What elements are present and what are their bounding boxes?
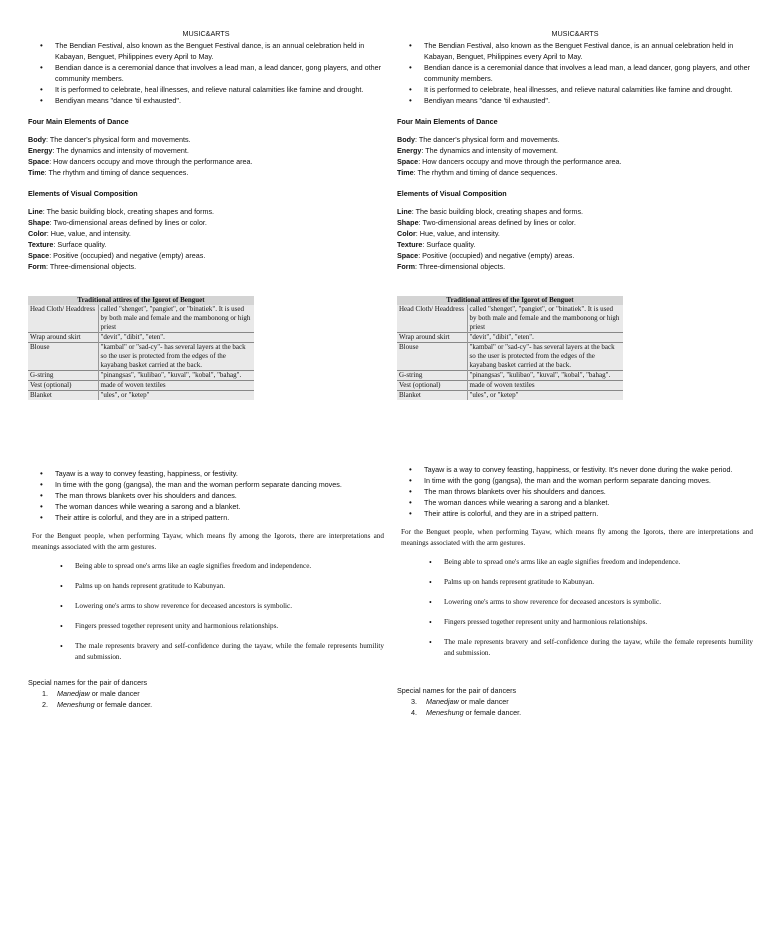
term: Time [397,168,414,177]
list-item: • The man throws blankets over his shoulders and dances. [28,490,384,501]
term: Color [397,229,416,238]
table-row [28,371,254,381]
term: Texture [28,240,54,249]
definition: : The rhythm and timing of dance sequences. [413,168,558,177]
term: Color [28,229,47,238]
definition: : How dancers occupy and move through the performance area. [418,157,622,166]
definition: : Hue, value, and intensity. [415,229,500,238]
table-cell: "kambal" or "sad-cy"- has several layers at the back so the user is protected from the edges of the kayabang basket carried at the back. [98,343,254,371]
list-item: • Bendian dance is a ceremonial dance that involves a lead man, a lead dancer, gong players, and other community members. [397,62,753,84]
definition: : The rhythm and timing of dance sequences. [44,168,189,177]
definition-row [397,250,753,261]
section-heading: Elements of Visual Composition [397,189,507,198]
tayaw-list [28,468,384,523]
term: Space [397,157,419,166]
definition: : Positive (occupied) and negative (empty) areas. [49,251,206,260]
list-item: • Their attire is colorful, and they are in a striped pattern. [28,512,384,523]
table-cell: "ules", or "ketep" [98,391,254,401]
section-heading: Four Main Elements of Dance [397,117,498,126]
list-item: • Being able to spread one's arms like an eagle signifies freedom and independence. [48,561,384,572]
term: Shape [28,218,50,227]
table-cell: Head Cloth/ Headdress [28,305,98,333]
item-number: 1. [42,689,48,698]
term: Space [28,157,50,166]
name: Manedjaw [57,689,90,698]
name: Meneshung [426,708,464,717]
list-item: • Bendiyan means "dance 'til exhausted". [28,95,384,106]
table-cell: called "shenget", "pangiet", or "binatiek". It is used by both male and female and the mambonong or high priest [469,305,620,331]
definition: : Positive (occupied) and negative (empty) areas. [418,251,575,260]
list-item: • It is performed to celebrate, heal illnesses, and relieve natural calamities like famine and drought. [28,84,384,95]
list-item [411,696,753,707]
arm-gestures [397,557,753,659]
list-item [42,688,384,699]
list-item: • It is performed to celebrate, heal illnesses, and relieve natural calamities like famine and drought. [397,84,753,95]
definition: : Two-dimensional areas defined by lines or color. [418,218,576,227]
list-item: • Palms up on hands represent gratitude to Kabunyan. [417,577,753,588]
tayaw-list [397,464,753,519]
list-item: • Lowering one's arms to show reverence for deceased ancestors is symbolic. [48,601,384,612]
table-cell: "pinangsas", "kulibao", "kuval", "kobal", "bahag". [98,371,254,381]
definition-row [28,228,384,239]
item-number: 2. [42,700,48,709]
list-item: • In time with the gong (gangsa), the man and the woman perform separate dancing moves. [28,479,384,490]
table-cell: Head Cloth/ Headdress [397,305,467,333]
table-row [28,381,254,391]
definition: : The dynamics and intensity of movement. [421,146,558,155]
table-row [397,381,623,391]
list-item: • The woman dances while wearing a sarong and a blanket. [397,497,753,508]
definition-row [28,217,384,228]
definition-row [28,167,384,178]
table-cell: Wrap around skirt [397,333,467,343]
definition: : Three-dimensional objects. [45,262,137,271]
list-item: • Bendiyan means "dance 'til exhausted". [397,95,753,106]
paragraph: For the Benguet people, when performing Tayaw, which means fly among the Igorots, there are interpretations and meanings associated with the arm gestures. [32,532,384,551]
definition: : The dynamics and intensity of movement. [52,146,189,155]
special-heading: Special names for the pair of dancers [28,678,148,687]
list-item: • Tayaw is a way to convey feasting, happiness, or festivity. It's never done during the wake period. [397,464,753,475]
definition: : Three-dimensional objects. [414,262,506,271]
tayaw-section [28,468,384,710]
definition: : The dancer's physical form and movements. [414,135,560,144]
term: Energy [397,146,422,155]
term: Body [397,135,415,144]
table-cell: made of woven textiles [467,381,623,391]
page-title: MUSIC&ARTS [551,29,599,38]
attire-table [28,296,254,400]
list-item [42,699,384,710]
list-item: • Their attire is colorful, and they are in a striped pattern. [397,508,753,519]
description: or male dancer [458,697,509,706]
table-cell: "ules", or "ketep" [467,391,623,401]
description: or female dancer. [463,708,522,717]
paragraph: For the Benguet people, when performing Tayaw, which means fly among the Igorots, there are interpretations and meanings associated with the arm gestures. [401,528,753,547]
special-heading: Special names for the pair of dancers [397,686,517,695]
definition-row [397,134,753,145]
section-heading: Elements of Visual Composition [28,189,138,198]
term: Texture [397,240,423,249]
definition-row [397,156,753,167]
right-column [397,28,753,718]
definition-row [28,145,384,156]
definition: : The basic building block, creating shapes and forms. [42,207,215,216]
left-column [28,28,384,710]
list-item: • The male represents bravery and self-confidence during the tayaw, while the female represents humility and submission. [417,637,753,659]
table-row [397,391,623,401]
table-title: Traditional attires of the Igorot of Benguet [28,296,254,305]
definition-row [28,261,384,272]
list-item: • Lowering one's arms to show reverence for deceased ancestors is symbolic. [417,597,753,608]
table-cell: Blanket [397,391,467,401]
list-item [411,707,753,718]
table-cell: Wrap around skirt [28,333,98,343]
page-title: MUSIC&ARTS [182,29,230,38]
definition: : The basic building block, creating shapes and forms. [411,207,584,216]
definition: : Surface quality. [422,240,476,249]
term: Shape [397,218,419,227]
list-item: • In time with the gong (gangsa), the man and the woman perform separate dancing moves. [397,475,753,486]
dancer-names [42,688,384,710]
definition-row [397,145,753,156]
term: Line [397,207,412,216]
table-row [28,333,254,343]
table-cell: Vest (optional) [28,381,98,391]
list-item: • Tayaw is a way to convey feasting, happiness, or festivity. [28,468,384,479]
intro-list [28,40,384,106]
definition: : Surface quality. [53,240,107,249]
definition-row [397,261,753,272]
name: Manedjaw [426,697,459,706]
table-cell: "devit", "dibit", "eten". [467,333,623,343]
table-cell: G-string [397,371,467,381]
table-row [28,343,254,371]
table-title: Traditional attires of the Igorot of Benguet [397,296,623,305]
table-row [397,305,623,333]
definition-row [28,250,384,261]
definition-row [28,206,384,217]
definition-row [28,239,384,250]
item-number: 3. [411,697,417,706]
definition-row [28,134,384,145]
list-item: • The Bendian Festival, also known as the Benguet Festival dance, is an annual celebration held in Kabayan, Benguet, Philippines every April to May. [28,40,384,62]
dancer-names [411,696,753,718]
term: Space [28,251,50,260]
definition: : Two-dimensional areas defined by lines or color. [49,218,207,227]
table-cell: Blouse [28,343,98,371]
table-cell: Vest (optional) [397,381,467,391]
attire-table [397,296,623,400]
definition: : How dancers occupy and move through the performance area. [49,157,253,166]
definition-row [397,206,753,217]
table-row [28,305,254,333]
list-item: • Being able to spread one's arms like an eagle signifies freedom and independence. [417,557,753,568]
term: Energy [28,146,53,155]
definition-row [28,156,384,167]
term: Time [28,168,45,177]
description: or male dancer [89,689,140,698]
tayaw-section [397,464,753,718]
list-item: • The male represents bravery and self-confidence during the tayaw, while the female represents humility and submission. [48,641,384,663]
name: Meneshung [57,700,95,709]
list-item: • The woman dances while wearing a sarong and a blanket. [28,501,384,512]
term: Form [28,262,46,271]
definition-row [397,217,753,228]
table-cell: Blouse [397,343,467,371]
list-item: • The Bendian Festival, also known as the Benguet Festival dance, is an annual celebration held in Kabayan, Benguet, Philippines every April to May. [397,40,753,62]
table-cell: "pinangsas", "kulibao", "kuval", "kobal", "bahag". [467,371,623,381]
list-item: • Fingers pressed together represent unity and harmonious relationships. [417,617,753,628]
term: Space [397,251,419,260]
table-row [397,371,623,381]
list-item: • Bendian dance is a ceremonial dance that involves a lead man, a lead dancer, gong players, and other community members. [28,62,384,84]
definition: : Hue, value, and intensity. [46,229,131,238]
intro-list [397,40,753,106]
list-item: • The man throws blankets over his shoulders and dances. [397,486,753,497]
table-row [397,343,623,371]
table-cell: made of woven textiles [98,381,254,391]
item-number: 4. [411,708,417,717]
table-cell: called "shenget", "pangiet", or "binatiek". It is used by both male and female and the mambonong or high priest [100,305,251,331]
table-row [28,391,254,401]
table-cell: "devit", "dibit", "eten". [98,333,254,343]
term: Body [28,135,46,144]
description: or female dancer. [94,700,153,709]
list-item: • Palms up on hands represent gratitude to Kabunyan. [48,581,384,592]
term: Line [28,207,43,216]
definition-row [397,167,753,178]
table-cell: Blanket [28,391,98,401]
table-row [397,333,623,343]
definition-row [397,239,753,250]
section-heading: Four Main Elements of Dance [28,117,129,126]
term: Form [397,262,415,271]
definition: : The dancer's physical form and movements. [45,135,191,144]
definition-row [397,228,753,239]
table-cell: "kambal" or "sad-cy"- has several layers at the back so the user is protected from the edges of the kayabang basket carried at the back. [467,343,623,371]
table-cell: G-string [28,371,98,381]
list-item: • Fingers pressed together represent unity and harmonious relationships. [48,621,384,632]
arm-gestures [28,561,384,663]
